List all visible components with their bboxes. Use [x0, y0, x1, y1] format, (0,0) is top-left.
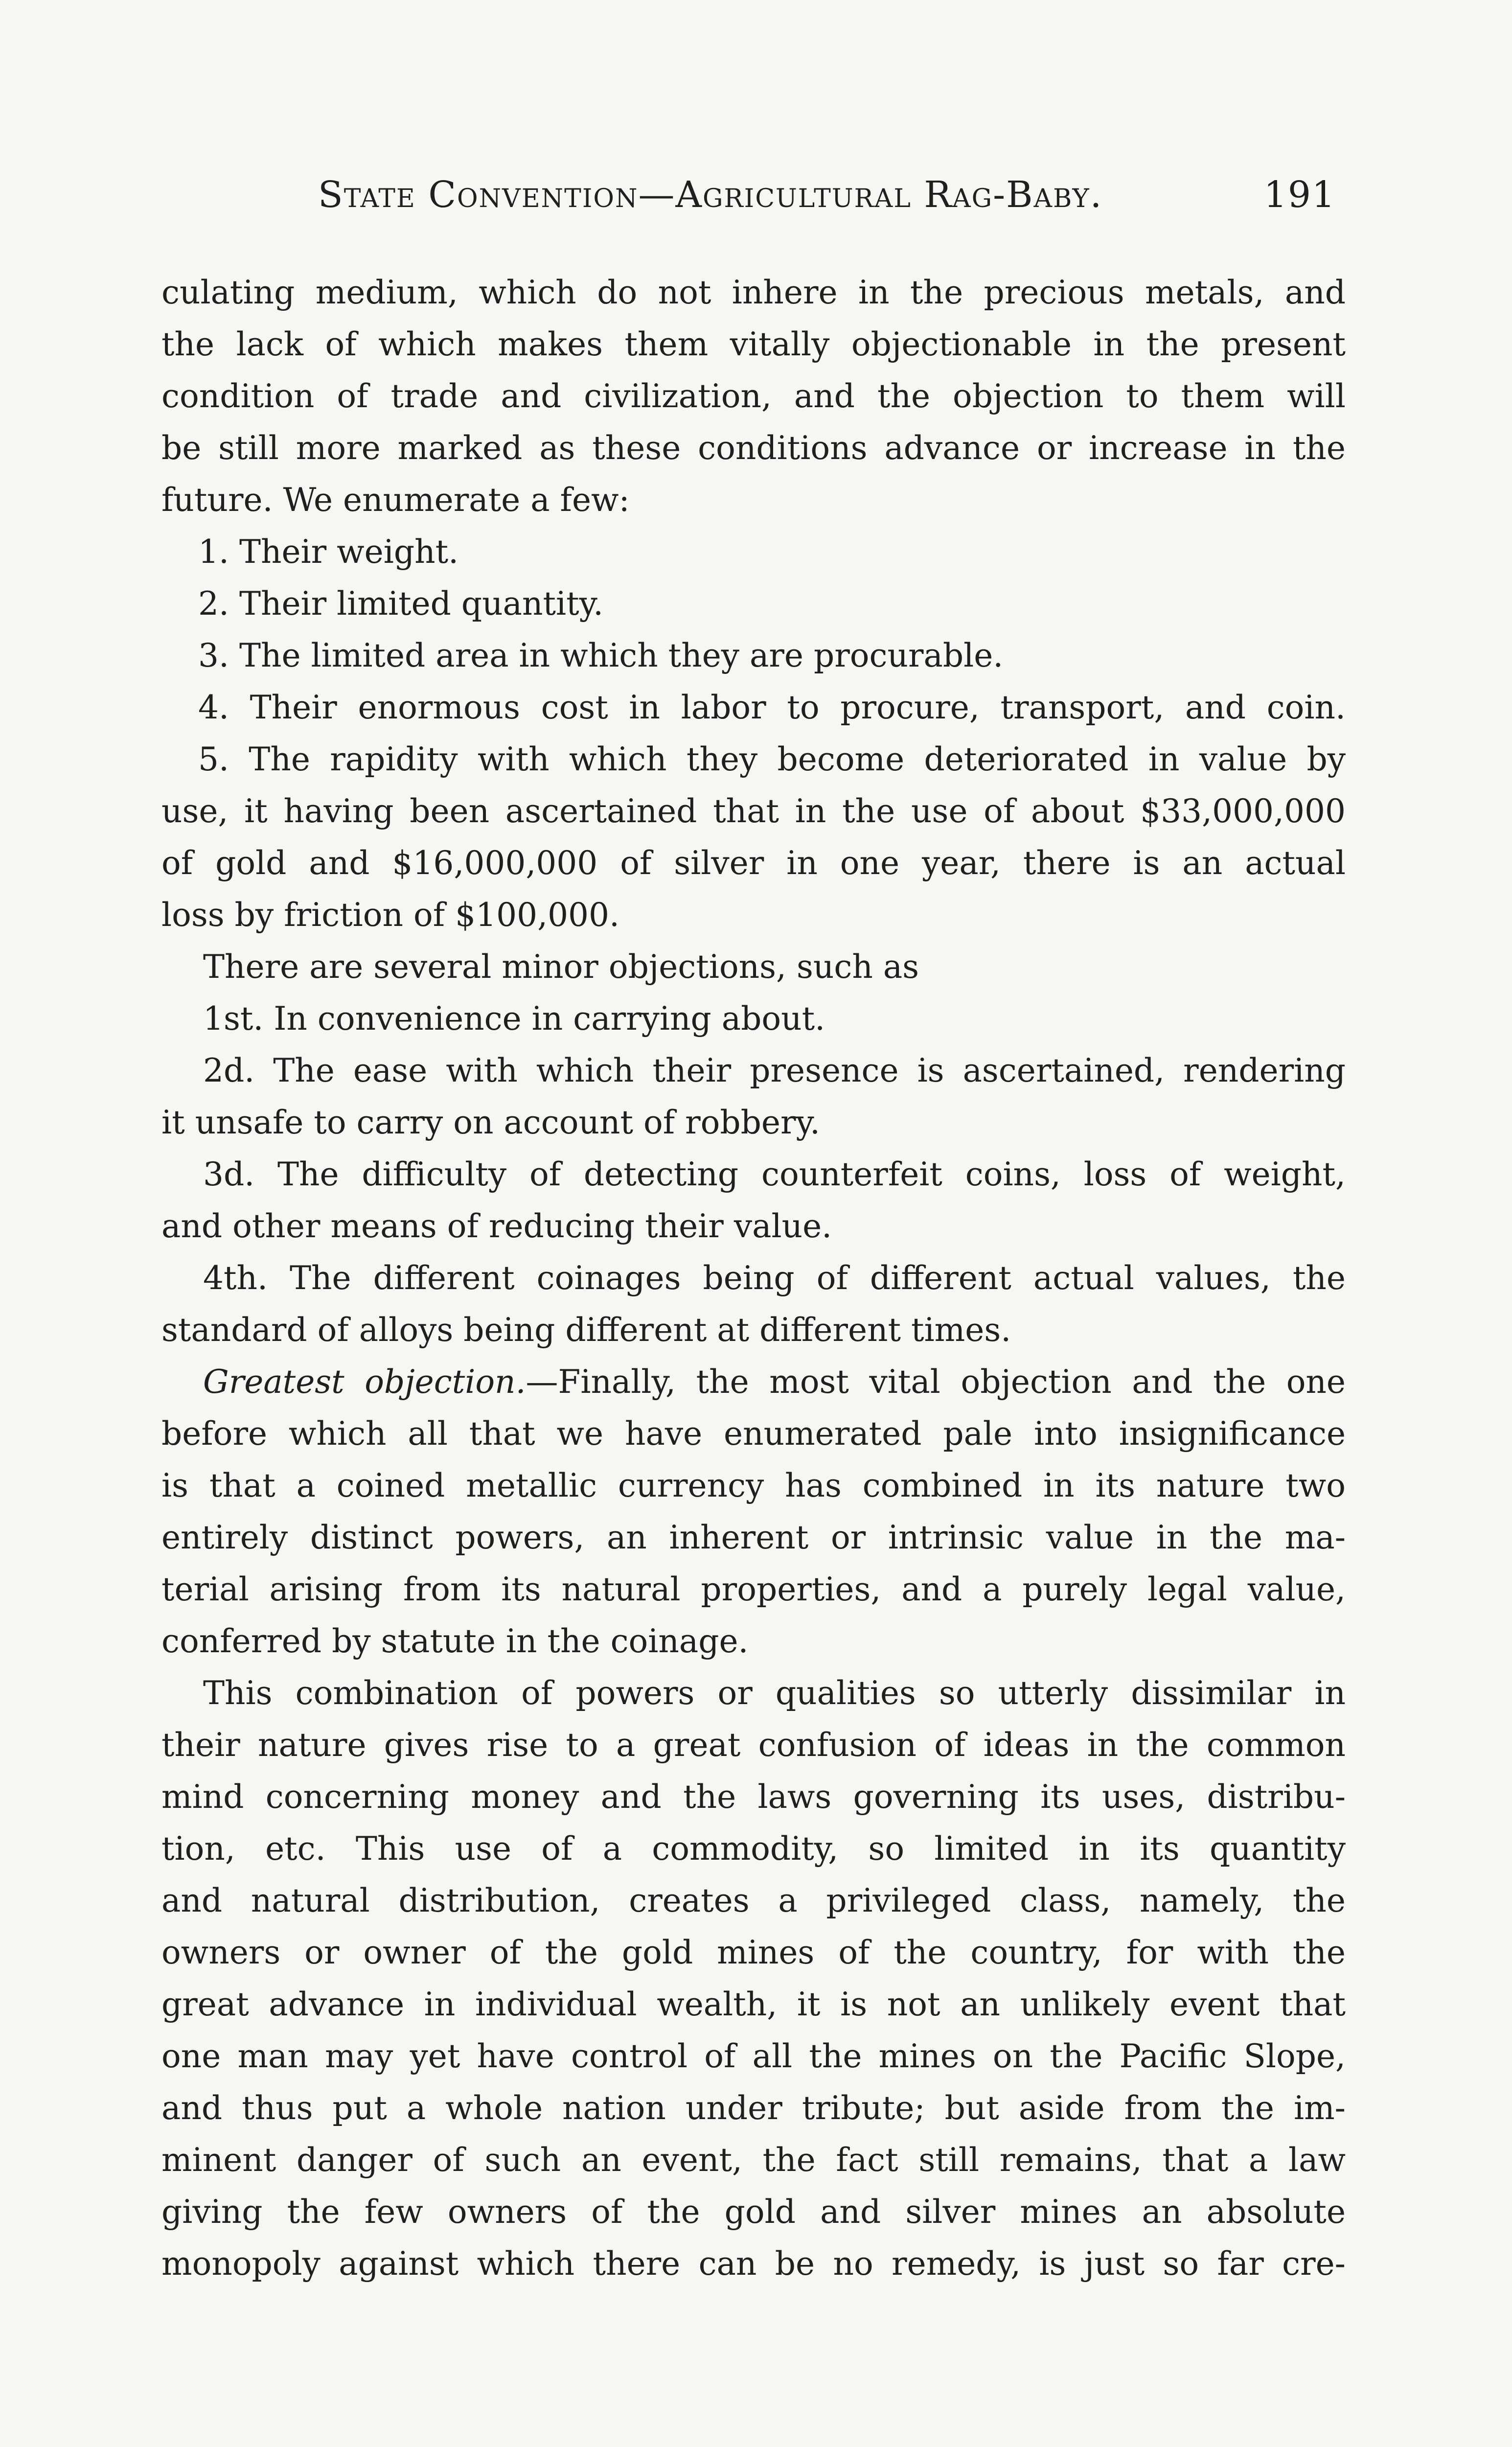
list-item: 4. Their enormous cost in labor to procure, transport, and coin.	[198, 689, 1346, 726]
text-line: before which all that we have enumerated pale into insignificance	[161, 1415, 1346, 1453]
text-line: and thus put a whole nation under tribute; but aside from the im-	[161, 2089, 1346, 2127]
text-line: future. We enumerate a few:	[161, 481, 630, 519]
text-line: use, it having been ascertained that in the use of about $33,000,000	[161, 792, 1346, 830]
text-line: be still more marked as these conditions advance or increase in the	[161, 429, 1346, 467]
text-line	[161, 1356, 1346, 1408]
text-line: great advance in individual wealth, it is not an unlikely event that	[161, 1985, 1346, 2023]
text-line: loss by friction of $100,000.	[161, 896, 620, 934]
running-header	[313, 174, 1346, 228]
section-lead-italic: Greatest objection.	[203, 1363, 526, 1401]
text-line: it unsafe to carry on account of robbery.	[161, 1104, 821, 1141]
list-item: 1. Their weight.	[198, 533, 459, 571]
text-line: their nature gives rise to a great confusion of ideas in the common	[161, 1726, 1346, 1764]
text-line: This combination of powers or qualities so utterly dissimilar in	[203, 1674, 1346, 1712]
text-line: giving the few owners of the gold and silver mines an absolute	[161, 2193, 1346, 2231]
text-line: entirely distinct powers, an inherent or intrinsic value in the ma-	[161, 1519, 1346, 1556]
text-line: and other means of reducing their value.	[161, 1207, 832, 1245]
text-line: and natural distribution, creates a privileged class, namely, the	[161, 1882, 1346, 1919]
body-text	[161, 267, 1346, 2290]
text-line: is that a coined metallic currency has combined in its nature two	[161, 1467, 1346, 1504]
list-item: 2d. The ease with which their presence is ascertained, rendering	[203, 1052, 1346, 1089]
text-line: There are several minor objections, such as	[203, 948, 919, 986]
text-line: minent danger of such an event, the fact still remains, that a law	[161, 2141, 1346, 2179]
list-item: 3d. The difficulty of detecting counterfeit coins, loss of weight,	[203, 1155, 1346, 1193]
text-line: terial arising from its natural properties, and a purely legal value,	[161, 1570, 1346, 1608]
text-line: of gold and $16,000,000 of silver in one year, there is an actual	[161, 844, 1346, 882]
text-line: condition of trade and civilization, and the objection to them will	[161, 377, 1346, 415]
text-line: one man may yet have control of all the mines on the Pacific Slope,	[161, 2037, 1346, 2075]
text-line: the lack of which makes them vitally objectionable in the present	[161, 325, 1346, 363]
text-line: monopoly against which there can be no remedy, is just so far cre-	[161, 2245, 1346, 2283]
text-line: standard of alloys being different at different times.	[161, 1311, 1011, 1349]
list-item: 2. Their limited quantity.	[198, 585, 604, 623]
text-line: owners or owner of the gold mines of the country, for with the	[161, 1934, 1346, 1971]
text-line: conferred by statute in the coinage.	[161, 1622, 749, 1660]
text-line: culating medium, which do not inhere in the precious metals, and	[161, 274, 1346, 311]
list-item: 1st. In convenience in carrying about.	[203, 1000, 825, 1038]
list-item: 4th. The different coinages being of different actual values, the	[203, 1259, 1346, 1297]
text-line: tion, etc. This use of a commodity, so limited in its quantity	[161, 1830, 1346, 1868]
section-lead-text: —Finally, the most vital objection and the one	[526, 1363, 1346, 1401]
list-item: 5. The rapidity with which they become deteriorated in value by	[198, 740, 1346, 778]
text-line: mind concerning money and the laws governing its uses, distribu-	[161, 1778, 1346, 1816]
list-item: 3. The limited area in which they are procurable.	[198, 637, 1004, 674]
page-number: 191	[1263, 174, 1336, 216]
running-title: State Convention—Agricultural Rag-Baby.	[318, 174, 1103, 216]
